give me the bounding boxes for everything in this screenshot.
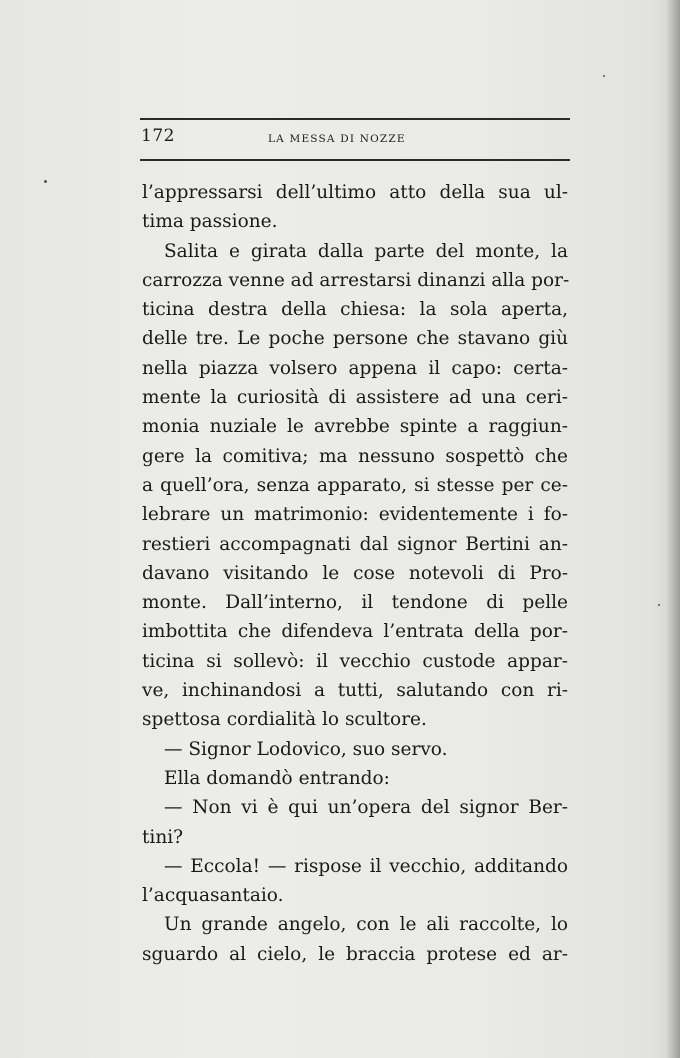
text-line: lebrare un matrimonio: evidentemente i fo- [142,504,568,526]
text-line: mente la curiosità di assistere ad una ceri- [142,387,568,409]
text-line: Un grande angelo, con le ali raccolte, lo [164,914,568,936]
text-line: ticina destra della chiesa: la sola aperta, [142,299,568,321]
text-line: tini? [142,826,184,848]
text-line: Salita e girata dalla parte del monte, la [164,240,568,262]
text-line: davano visitando le cose notevoli di Pro- [142,562,568,584]
paper-speck [658,604,660,606]
text-line: gere la comitiva; ma nessuno sospettò che [142,445,568,467]
text-line: ticina si sollevò: il vecchio custode appar- [142,650,568,672]
text-line: ve, inchinandosi a tutti, salutando con ri- [142,680,568,702]
text-line: delle tre. Le poche persone che stavano giù [142,328,568,350]
text-line: — Non vi è qui un’opera del signor Ber- [164,797,568,819]
text-line: a quell’ora, senza apparato, si stesse per ce- [142,474,568,496]
text-line: imbottita che difendeva l’entrata della por- [142,621,568,643]
text-line: monia nuziale le avrebbe spinte a raggiun- [142,416,568,438]
running-title: LA MESSA DI NOZZE [268,133,406,145]
page-number: 172 [141,126,175,146]
text-line: — Signor Lodovico, suo servo. [164,738,448,760]
text-line: l’acquasantaio. [142,885,284,907]
body-text [142,178,568,969]
text-line: nella piazza volsero appena il capo: certa- [142,357,568,379]
text-line: Ella domandò entrando: [164,767,390,789]
text-line: l’appressarsi dell’ultimo atto della sua ul- [142,182,568,203]
text-line: sguardo al cielo, le braccia protese ed ar- [142,943,568,965]
paper-speck [44,180,47,183]
text-line: spettosa cordialità lo scultore. [142,709,427,731]
header-rule-bottom [140,159,570,161]
text-line: restieri accompagnati dal signor Bertini an- [142,533,568,555]
page-gutter-shadow [666,0,680,1058]
header-rule-top [140,118,570,120]
paper-speck [603,75,605,77]
text-line: monte. Dall’interno, il tendone di pelle [142,592,568,614]
text-line: tima passione. [142,211,278,233]
text-line: — Eccola! — rispose il vecchio, additando [164,855,568,877]
text-line: carrozza venne ad arrestarsi dinanzi alla por- [142,269,570,291]
